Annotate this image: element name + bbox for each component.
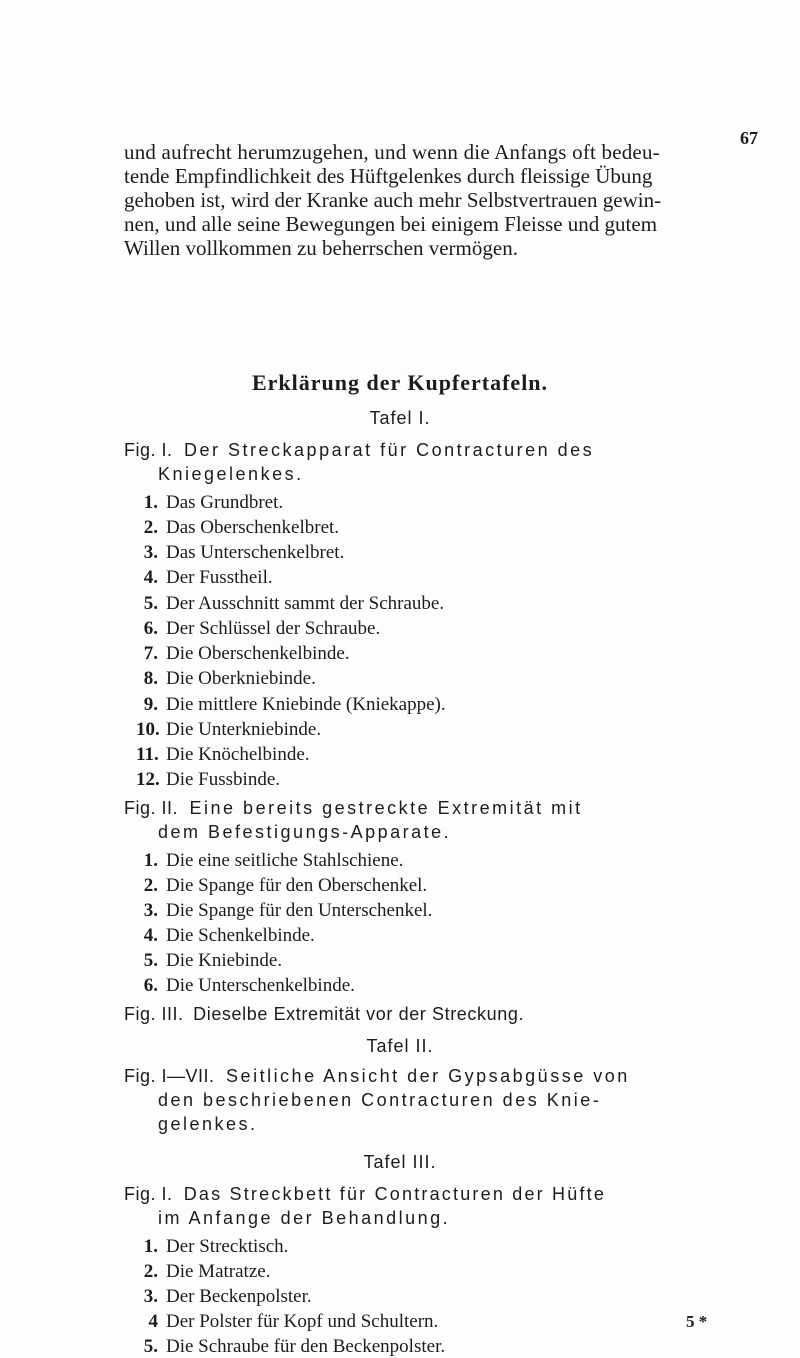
- list-item: 4. Der Fusstheil.: [143, 567, 273, 588]
- list-item: 1. Der Strecktisch.: [143, 1236, 289, 1257]
- fig-caption-text: Dieselbe Extremität vor der Streckung.: [193, 1004, 525, 1024]
- signature-mark: 5 *: [686, 1312, 708, 1331]
- list-item: 11. Die Knöchelbinde.: [136, 744, 310, 765]
- intro-paragraph: [124, 140, 764, 260]
- fig-caption: [124, 1066, 774, 1087]
- list-item: 1. Die eine seitliche Stahlschiene.: [143, 850, 404, 871]
- fig-2-caption-cont: dem Befestigungs-Apparate.: [158, 822, 452, 842]
- list-item: 2. Das Oberschenkelbret.: [143, 517, 340, 538]
- list-item: 3. Der Beckenpolster.: [143, 1286, 312, 1307]
- fig-label: Fig. II.: [124, 798, 179, 818]
- list-item: 6. Der Schlüssel der Schraube.: [143, 618, 381, 639]
- list-item: 4. Die Schenkelbinde.: [143, 925, 315, 946]
- intro-line: und aufrecht herumzugehen, und wenn die Anfangs oft bedeu-: [124, 140, 660, 164]
- fig-3-caption: [124, 1004, 774, 1025]
- fig-caption-cont: den beschriebenen Contracturen des Knie-: [158, 1090, 602, 1110]
- fig-caption-text: Seitliche Ansicht der Gypsabgüsse von: [226, 1066, 630, 1086]
- fig-caption-text: Der Streckapparat für Contracturen des: [184, 440, 595, 460]
- list-item: 7. Die Oberschenkelbinde.: [143, 643, 350, 664]
- list-item: 10. Die Unterkniebinde.: [136, 719, 322, 740]
- list-item: 9. Die mittlere Kniebinde (Kniekappe).: [143, 694, 446, 715]
- list-item: 1. Das Grundbret.: [143, 492, 284, 513]
- intro-line: gehoben ist, wird der Kranke auch mehr Selbstvertrauen gewin-: [124, 188, 662, 212]
- fig-caption-cont: im Anfange der Behandlung.: [158, 1208, 451, 1228]
- list-item: 2. Die Matratze.: [143, 1261, 271, 1282]
- section-heading: Erklärung der Kupfertafeln.: [251, 370, 549, 395]
- tafel-3-title: Tafel III.: [363, 1152, 437, 1172]
- list-item: 3. Das Unterschenkelbret.: [143, 542, 345, 563]
- fig-caption-cont: gelenkes.: [158, 1114, 258, 1134]
- list-item: 2. Die Spange für den Oberschenkel.: [143, 875, 428, 896]
- fig-caption-text: Das Streckbett für Contracturen der Hüfte: [183, 1184, 607, 1204]
- tafel-2-title: Tafel II.: [366, 1036, 434, 1056]
- list-item: 5. Die Schraube für den Beckenpolster.: [143, 1336, 446, 1357]
- fig-label: Fig. I.: [124, 440, 173, 460]
- fig-1-caption-cont: Kniegelenkes.: [158, 464, 304, 484]
- intro-line: Willen vollkommen zu beherrschen vermögen.: [124, 236, 518, 260]
- list-item: 4 Der Polster für Kopf und Schultern.: [148, 1311, 439, 1332]
- fig-caption-text: Eine bereits gestreckte Extremität mit: [189, 798, 583, 818]
- fig-caption: [124, 1184, 774, 1205]
- intro-line: nen, und alle seine Bewegungen bei einigem Fleisse und gutem: [124, 212, 658, 236]
- intro-line: tende Empfindlichkeit des Hüftgelenkes durch fleissige Übung: [124, 164, 653, 188]
- fig-2-caption: [124, 798, 774, 819]
- fig-label: Fig. I.: [124, 1184, 173, 1204]
- tafel-1-title: Tafel I.: [369, 408, 431, 428]
- list-item: 5. Die Kniebinde.: [143, 950, 283, 971]
- fig-label: Fig. I—VII.: [124, 1066, 215, 1086]
- list-item: 3. Die Spange für den Unterschenkel.: [143, 900, 433, 921]
- fig-1-caption: [124, 440, 774, 461]
- fig-label: Fig. III.: [124, 1004, 184, 1024]
- list-item: 12. Die Fussbinde.: [136, 769, 280, 790]
- list-item: 6. Die Unterschenkelbinde.: [143, 975, 355, 996]
- page-number: 67: [740, 128, 758, 148]
- list-item: 5. Der Ausschnitt sammt der Schraube.: [143, 593, 445, 614]
- list-item: 8. Die Oberkniebinde.: [143, 668, 316, 689]
